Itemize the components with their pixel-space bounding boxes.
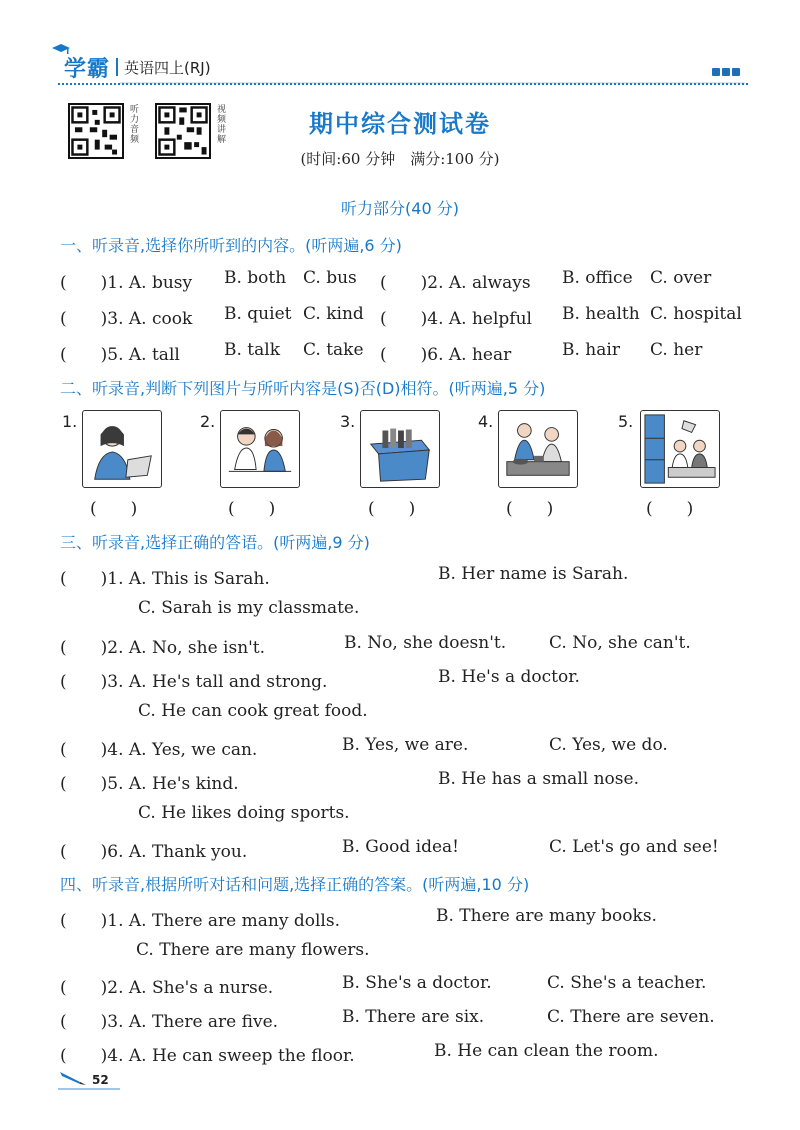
s3-q5-a: ( )5. A. He's kind. — [60, 774, 239, 794]
s1-q2-c: C. over — [650, 268, 712, 288]
s1-q6-b: B. hair — [562, 340, 620, 360]
picture-2-two-students — [220, 410, 300, 488]
s3-q6-b: B. Good idea! — [342, 837, 459, 857]
s1-q5-c: C. take — [303, 340, 364, 360]
s1-q6-a: ( )6. A. hear — [380, 345, 512, 365]
s1-q1-a: ( )1. A. busy — [60, 273, 193, 293]
picture-1-answer[interactable]: ( ) — [90, 499, 138, 519]
s3-q3-c: C. He can cook great food. — [138, 701, 368, 721]
s4-q1-c: C. There are many flowers. — [136, 940, 370, 960]
picture-4-cooking — [498, 410, 578, 488]
footer-line — [58, 1088, 120, 1090]
picture-4-answer[interactable]: ( ) — [506, 499, 554, 519]
s1-q3-b: B. quiet — [224, 304, 292, 324]
listening-part-title: 听力部分(40 分) — [341, 199, 459, 218]
s1-q5-b: B. talk — [224, 340, 281, 360]
exam-info: (时间:60 分钟 满分:100 分) — [300, 150, 500, 168]
s1-q5-a: ( )5. A. tall — [60, 345, 180, 365]
section2-heading: 二、听录音,判断下列图片与所听内容是(S)否(D)相符。(听两遍,5 分) — [60, 379, 546, 398]
s1-q3-a: ( )3. A. cook — [60, 309, 193, 329]
subject-label: 英语四上(RJ) — [124, 58, 211, 77]
section3-heading: 三、听录音,选择正确的答语。(听两遍,9 分) — [60, 533, 370, 552]
s3-q4-c: C. Yes, we do. — [549, 735, 668, 755]
s4-q4-a: ( )4. A. He can sweep the floor. — [60, 1046, 355, 1066]
s1-q3-c: C. kind — [303, 304, 364, 324]
picture-5-number: 5. — [618, 412, 634, 431]
s3-q6-c: C. Let's go and see! — [549, 837, 719, 857]
s3-q4-b: B. Yes, we are. — [342, 735, 469, 755]
s3-q1-c: C. Sarah is my classmate. — [138, 598, 360, 618]
page-number: 52 — [92, 1073, 109, 1087]
s1-q2-b: B. office — [562, 268, 633, 288]
brand-logo — [58, 52, 110, 83]
s3-q4-a: ( )4. A. Yes, we can. — [60, 740, 258, 760]
s4-q1-b: B. There are many books. — [436, 906, 657, 926]
s3-q1-a: ( )1. A. This is Sarah. — [60, 569, 270, 589]
pencil-icon — [58, 1070, 88, 1086]
s1-q2-a: ( )2. A. always — [380, 273, 531, 293]
picture-5-answer[interactable]: ( ) — [646, 499, 694, 519]
s4-q1-a: ( )1. A. There are many dolls. — [60, 911, 340, 931]
page-title: 期中综合测试卷 — [309, 110, 491, 138]
s1-q4-b: B. health — [562, 304, 640, 324]
s3-q1-b: B. Her name is Sarah. — [438, 564, 629, 584]
picture-4-number: 4. — [478, 412, 494, 431]
picture-1-woman-laptop — [82, 410, 162, 488]
picture-3-number: 3. — [340, 412, 356, 431]
brand-name: 学霸 — [64, 56, 111, 82]
s1-q4-c: C. hospital — [650, 304, 742, 324]
s1-q6-c: C. her — [650, 340, 703, 360]
s3-q5-b: B. He has a small nose. — [438, 769, 639, 789]
picture-1-number: 1. — [62, 412, 78, 431]
s4-q2-b: B. She's a doctor. — [342, 973, 492, 993]
picture-2-answer[interactable]: ( ) — [228, 499, 276, 519]
s4-q3-b: B. There are six. — [342, 1007, 485, 1027]
s3-q3-a: ( )3. A. He's tall and strong. — [60, 672, 328, 692]
s3-q2-b: B. No, she doesn't. — [344, 633, 507, 653]
picture-3-box-of-books — [360, 410, 440, 488]
qr-video-label: 视频讲解 — [215, 104, 225, 144]
brand-divider — [116, 58, 118, 76]
s3-q2-a: ( )2. A. No, she isn't. — [60, 638, 266, 658]
picture-5-office — [640, 410, 720, 488]
header-dotted-line — [58, 83, 748, 85]
section4-heading: 四、听录音,根据所听对话和问题,选择正确的答案。(听两遍,10 分) — [60, 875, 530, 894]
s1-q1-c: C. bus — [303, 268, 357, 288]
section1-heading: 一、听录音,选择你所听到的内容。(听两遍,6 分) — [60, 236, 402, 255]
s4-q4-b: B. He can clean the room. — [434, 1041, 659, 1061]
s3-q6-a: ( )6. A. Thank you. — [60, 842, 248, 862]
picture-3-answer[interactable]: ( ) — [368, 499, 416, 519]
graduation-cap-icon — [52, 44, 70, 56]
s3-q5-c: C. He likes doing sports. — [138, 803, 350, 823]
s1-q1-b: B. both — [224, 268, 287, 288]
s1-q4-a: ( )4. A. helpful — [380, 309, 532, 329]
brand-header — [58, 52, 211, 82]
s4-q2-c: C. She's a teacher. — [547, 973, 707, 993]
qr-audio-label: 听力音频 — [128, 104, 138, 144]
picture-2-number: 2. — [200, 412, 216, 431]
s4-q2-a: ( )2. A. She's a nurse. — [60, 978, 274, 998]
s3-q2-c: C. No, she can't. — [549, 633, 691, 653]
s4-q3-c: C. There are seven. — [547, 1007, 715, 1027]
s4-q3-a: ( )3. A. There are five. — [60, 1012, 279, 1032]
header-mark-icon — [712, 68, 742, 76]
s3-q3-b: B. He's a doctor. — [438, 667, 580, 687]
